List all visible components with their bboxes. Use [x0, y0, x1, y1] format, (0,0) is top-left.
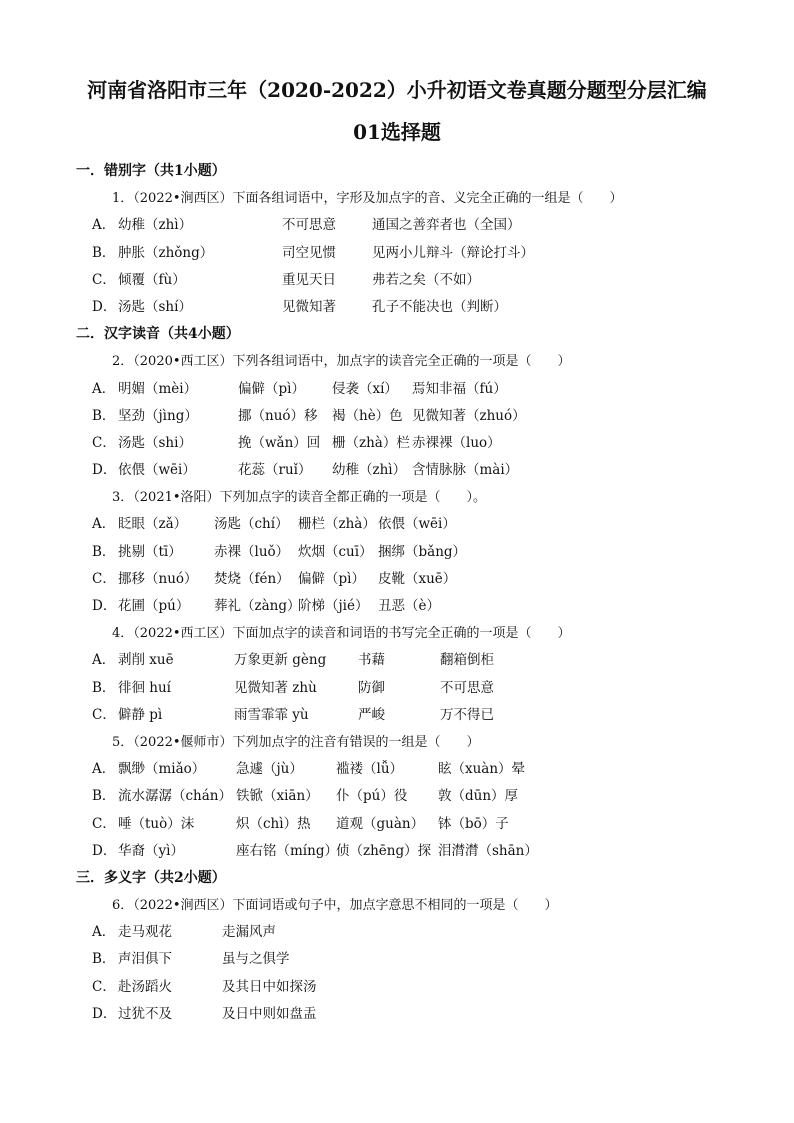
option-text: 见两小儿辩斗（辩论打斗）	[372, 244, 534, 261]
option-text: 书藉	[358, 652, 385, 669]
option-text: 栅（zhà）栏	[332, 434, 410, 451]
option-text: 座右铭（míng）	[236, 842, 338, 859]
option-text: 挪移（nuó）	[118, 570, 198, 587]
option-text: 赴汤蹈火	[118, 978, 172, 995]
answer-option[interactable]	[76, 783, 756, 810]
option-text: 坚劲（jìng）	[118, 407, 198, 424]
document-title: 河南省洛阳市三年（2020-2022）小升初语文卷真题分题型分层汇编	[87, 78, 707, 102]
answer-option[interactable]	[76, 702, 756, 729]
option-label: A．	[92, 761, 116, 778]
document-subtitle: 01选择题	[353, 120, 441, 144]
answer-option[interactable]	[76, 430, 756, 457]
option-text: 偏僻（pì）	[238, 380, 305, 397]
option-text: 焉知非福（fú）	[412, 380, 507, 397]
answer-option[interactable]	[76, 457, 756, 484]
option-text: 雨雪霏霏 yù	[234, 706, 309, 723]
option-label: B．	[92, 951, 116, 968]
option-text: 见微知著	[282, 298, 336, 315]
answer-option[interactable]	[76, 946, 756, 973]
option-text: 严峻	[358, 706, 385, 723]
option-label: C．	[92, 570, 116, 587]
option-label: B．	[92, 543, 116, 560]
answer-option[interactable]	[76, 294, 756, 321]
option-text: 偏僻（pì）	[298, 570, 365, 587]
question-stem: 2．（2020•西工区）下列各组词语中，加点字的读音完全正确的一项是（ ）	[112, 354, 571, 370]
option-text: 不可思意	[282, 217, 336, 234]
option-text: 幼稚（zhì）	[118, 217, 193, 234]
answer-option[interactable]	[76, 756, 756, 783]
option-label: B．	[92, 679, 116, 696]
question-stem: 5．（2022•偃师市）下列加点字的注音有错误的一组是（ ）	[112, 734, 480, 750]
option-text: 焚烧（fén）	[214, 570, 290, 587]
option-text: 依偎（wēi）	[118, 462, 196, 479]
option-text: 皮靴（xuē）	[378, 570, 457, 587]
option-label: D．	[92, 598, 117, 614]
option-text: 及其日中如探汤	[222, 978, 317, 995]
option-label: C．	[92, 271, 116, 288]
option-label: C．	[92, 815, 116, 832]
option-text: 及日中则如盘盂	[222, 1005, 317, 1022]
option-text: 明媚（mèi）	[118, 380, 198, 397]
option-label: C．	[92, 978, 116, 995]
option-text: 依偎（wēi）	[378, 516, 456, 533]
option-label: A．	[92, 652, 116, 669]
section-heading: 三．多义字（共2小题）	[76, 869, 226, 886]
answer-option[interactable]	[76, 675, 756, 702]
option-label: D．	[92, 298, 117, 315]
option-text: 褴褛（lǚ）	[336, 761, 404, 778]
option-text: 走马观花	[118, 924, 172, 941]
answer-option[interactable]	[76, 838, 756, 865]
answer-option[interactable]	[76, 974, 756, 1001]
option-text: 褐（hè）色	[332, 407, 403, 424]
option-text: 过犹不及	[118, 1005, 172, 1022]
option-text: 眨眼（zǎ）	[118, 516, 188, 533]
option-label: D．	[92, 462, 117, 479]
option-text: 炊烟（cuī）	[298, 543, 373, 560]
option-label: B．	[92, 788, 116, 805]
option-label: A．	[92, 516, 116, 533]
option-text: 花蕊（ruǐ）	[238, 462, 312, 479]
answer-option[interactable]	[76, 511, 756, 538]
answer-option[interactable]	[76, 1001, 756, 1028]
option-text: 挑剔（tī）	[118, 543, 182, 560]
option-text: 万不得已	[440, 706, 494, 723]
option-text: 赤裸裸（luo）	[412, 434, 501, 451]
option-text: 通国之善弈者也（全国）	[372, 217, 521, 234]
answer-option[interactable]	[76, 647, 756, 674]
option-text: 司空见惯	[282, 244, 336, 261]
answer-option[interactable]	[76, 919, 756, 946]
option-text: 钵（bō）子	[438, 815, 509, 832]
option-text: 道观（guàn）	[336, 815, 425, 832]
option-text: 侵袭（xí）	[332, 380, 398, 397]
option-text: 弗若之矣（不如）	[372, 271, 480, 288]
option-label: D．	[92, 1005, 117, 1022]
option-text: 孔子不能决也（判断）	[372, 298, 507, 315]
option-label: A．	[92, 217, 116, 234]
option-text: 幼稚（zhì）	[332, 462, 407, 479]
option-text: 丑恶（è）	[378, 598, 440, 614]
option-text: 不可思意	[440, 679, 494, 696]
option-text: 葬礼（zàng）	[214, 598, 301, 614]
option-text: 汤匙（shi）	[118, 434, 192, 451]
option-label: C．	[92, 434, 116, 451]
option-text: 侦（zhēng）探	[336, 842, 432, 859]
option-text: 仆（pú）役	[336, 788, 408, 805]
option-label: C．	[92, 706, 116, 723]
answer-option[interactable]	[76, 376, 756, 403]
option-text: 飘缈（miǎo）	[118, 761, 206, 778]
question-stem: 1．（2022•涧西区）下面各组词语中，字形及加点字的音、义完全正确的一组是（ ）	[112, 191, 623, 207]
option-text: 炽（chì）热	[236, 815, 311, 832]
option-text: 见微知著 zhù	[234, 679, 317, 696]
option-text: 急遽（jù）	[236, 761, 303, 778]
answer-option[interactable]	[76, 403, 756, 430]
answer-option[interactable]	[76, 566, 756, 593]
option-text: 敦（dūn）厚	[438, 788, 519, 805]
option-text: 唾（tuò）沫	[118, 815, 195, 832]
option-text: 汤匙（shí）	[118, 298, 192, 315]
answer-option[interactable]	[76, 593, 756, 620]
option-text: 万象更新 gèng	[234, 652, 327, 669]
answer-option[interactable]	[76, 267, 756, 294]
question-stem: 6．（2022•涧西区）下面词语或句子中，加点字意思不相同的一项是（ ）	[112, 898, 558, 914]
option-text: 倾覆（fù）	[118, 271, 186, 288]
question-list	[76, 158, 756, 1028]
option-text: 栅栏（zhà）	[298, 516, 376, 533]
question-stem: 3．（2021•洛阳）下列加点字的读音全都正确的一项是（ ）。	[112, 490, 487, 506]
answer-option[interactable]	[76, 811, 756, 838]
option-label: A．	[92, 380, 116, 397]
option-text: 肿胀（zhǒng）	[118, 244, 214, 261]
option-label: B．	[92, 244, 116, 261]
option-label: A．	[92, 924, 116, 941]
option-text: 僻静 pì	[118, 706, 163, 723]
option-text: 防御	[358, 679, 385, 696]
option-text: 汤匙（chí）	[214, 516, 289, 533]
option-text: 铁锨（xiān）	[236, 788, 319, 805]
answer-option[interactable]	[76, 539, 756, 566]
answer-option[interactable]	[76, 212, 756, 239]
answer-option[interactable]	[76, 240, 756, 267]
option-text: 赤裸（luǒ）	[214, 543, 290, 560]
option-text: 挪（nuó）移	[238, 407, 318, 424]
option-text: 泪潸潸（shān）	[438, 842, 538, 859]
option-text: 花圃（pú）	[118, 598, 190, 614]
option-text: 含情脉脉（mài）	[412, 462, 519, 479]
option-text: 阶梯（jié）	[298, 598, 369, 614]
option-text: 捆绑（bǎng）	[378, 543, 467, 560]
option-text: 徘徊 huí	[118, 679, 171, 696]
section-heading: 一．错别字（共1小题）	[76, 163, 226, 179]
option-text: 眩（xuàn）晕	[438, 761, 526, 778]
section-heading: 二．汉字读音（共4小题）	[76, 326, 240, 343]
option-text: 重见天日	[282, 271, 336, 288]
option-text: 华裔（yì）	[118, 842, 184, 859]
option-label: D．	[92, 842, 117, 859]
option-text: 翻箱倒柜	[440, 652, 494, 669]
option-text: 见微知著（zhuó）	[412, 407, 526, 424]
option-text: 剥削 xuē	[118, 652, 174, 669]
option-text: 挽（wǎn）回	[238, 434, 321, 451]
option-text: 虽与之俱学	[222, 951, 290, 968]
option-text: 走漏风声	[222, 924, 276, 941]
option-label: B．	[92, 407, 116, 424]
question-stem: 4．（2022•西工区）下面加点字的读音和词语的书写完全正确的一项是（ ）	[112, 626, 571, 642]
option-text: 声泪俱下	[118, 951, 172, 968]
option-text: 流水潺潺（chán）	[118, 788, 232, 805]
